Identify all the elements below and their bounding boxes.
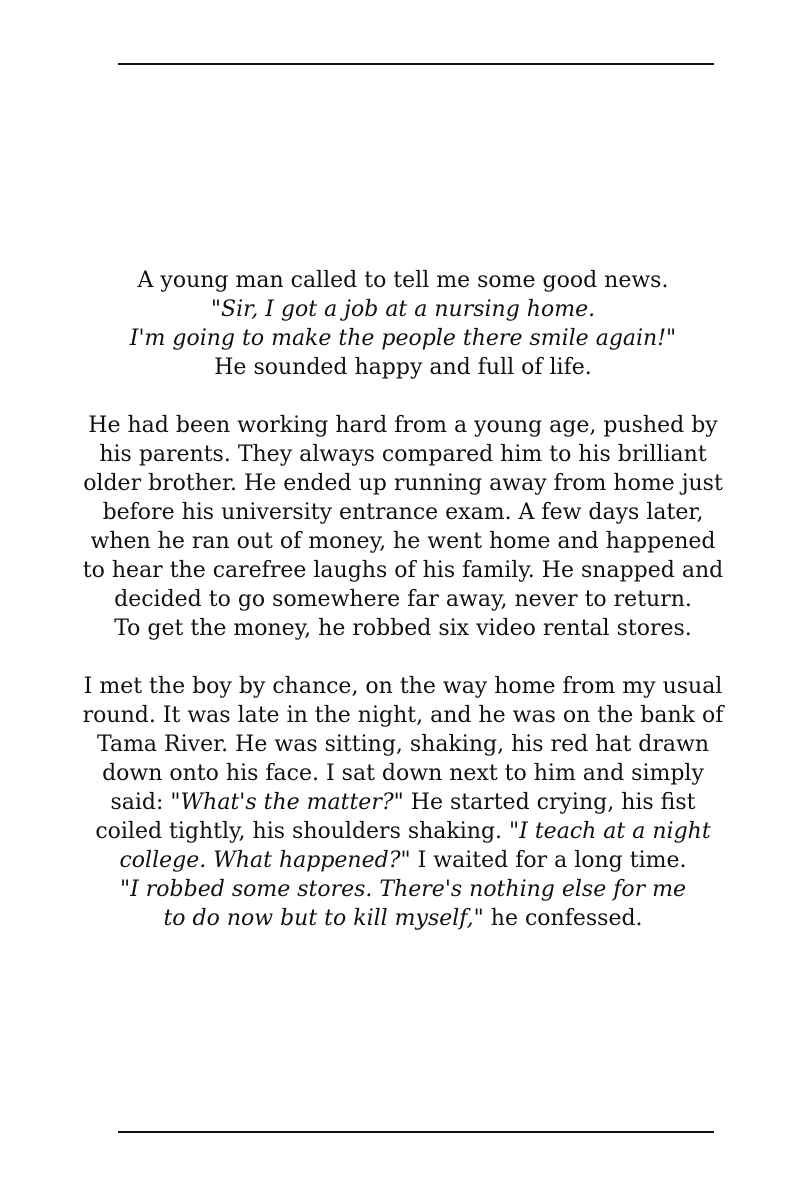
text-segment: He had been working hard from a young age, pushed by	[88, 413, 718, 438]
text-segment: Tama River. He was sitting, shaking, his red hat drawn	[96, 732, 709, 757]
italic-text-segment: I teach at a night	[519, 819, 711, 844]
text-line	[40, 672, 766, 701]
paragraph	[40, 411, 766, 643]
italic-text-segment: What's the matter?	[180, 790, 394, 815]
text-segment: "	[119, 877, 131, 902]
text-segment: To get the money, he robbed six video rental stores.	[114, 616, 692, 641]
text-line	[40, 788, 766, 817]
text-line	[40, 730, 766, 759]
text-line	[40, 846, 766, 875]
text-segment: older brother. He ended up running away from home just	[83, 471, 723, 496]
paragraph	[40, 266, 766, 382]
text-line	[40, 585, 766, 614]
text-line	[40, 411, 766, 440]
text-segment: A young man called to tell me some good news.	[137, 268, 669, 293]
text-line	[40, 701, 766, 730]
text-segment: " I waited for a long time.	[400, 848, 687, 873]
text-segment: " he confessed.	[473, 906, 643, 931]
text-line	[40, 904, 766, 933]
italic-text-segment: to do now but to kill myself,	[163, 906, 474, 931]
text-line	[40, 556, 766, 585]
text-segment: before his university entrance exam. A few days later,	[102, 500, 704, 525]
text-line	[40, 266, 766, 295]
italic-text-segment: college. What happened?	[119, 848, 401, 873]
text-segment: down onto his face. I sat down next to him and simply	[102, 761, 704, 786]
text-segment: He sounded happy and full of life.	[214, 355, 592, 380]
top-rule	[118, 63, 714, 65]
italic-text-segment: I robbed some stores. There's nothing else for me	[130, 877, 686, 902]
bottom-rule	[118, 1131, 714, 1133]
text-segment: decided to go somewhere far away, never to return.	[114, 587, 692, 612]
text-line	[40, 817, 766, 846]
text-segment: round. It was late in the night, and he was on the bank of	[82, 703, 724, 728]
page-text	[40, 266, 766, 933]
text-line	[40, 353, 766, 382]
text-segment: when he ran out of money, he went home and happened	[90, 529, 716, 554]
text-line	[40, 324, 766, 353]
italic-text-segment: I'm going to make the people there smile again!"	[129, 326, 677, 351]
text-line	[40, 614, 766, 643]
text-segment: coiled tightly, his shoulders shaking. "	[95, 819, 520, 844]
text-segment: I met the boy by chance, on the way home from my usual	[83, 674, 723, 699]
text-line	[40, 527, 766, 556]
text-segment: said: "	[110, 790, 181, 815]
paragraph	[40, 672, 766, 933]
text-line	[40, 498, 766, 527]
text-line	[40, 759, 766, 788]
text-line	[40, 295, 766, 324]
text-line	[40, 875, 766, 904]
text-segment: to hear the carefree laughs of his family. He snapped and	[82, 558, 724, 583]
italic-text-segment: "Sir, I got a job at a nursing home.	[210, 297, 596, 322]
text-segment: " He started crying, his fist	[393, 790, 696, 815]
text-line	[40, 469, 766, 498]
text-line	[40, 440, 766, 469]
text-segment: his parents. They always compared him to his brilliant	[99, 442, 707, 467]
